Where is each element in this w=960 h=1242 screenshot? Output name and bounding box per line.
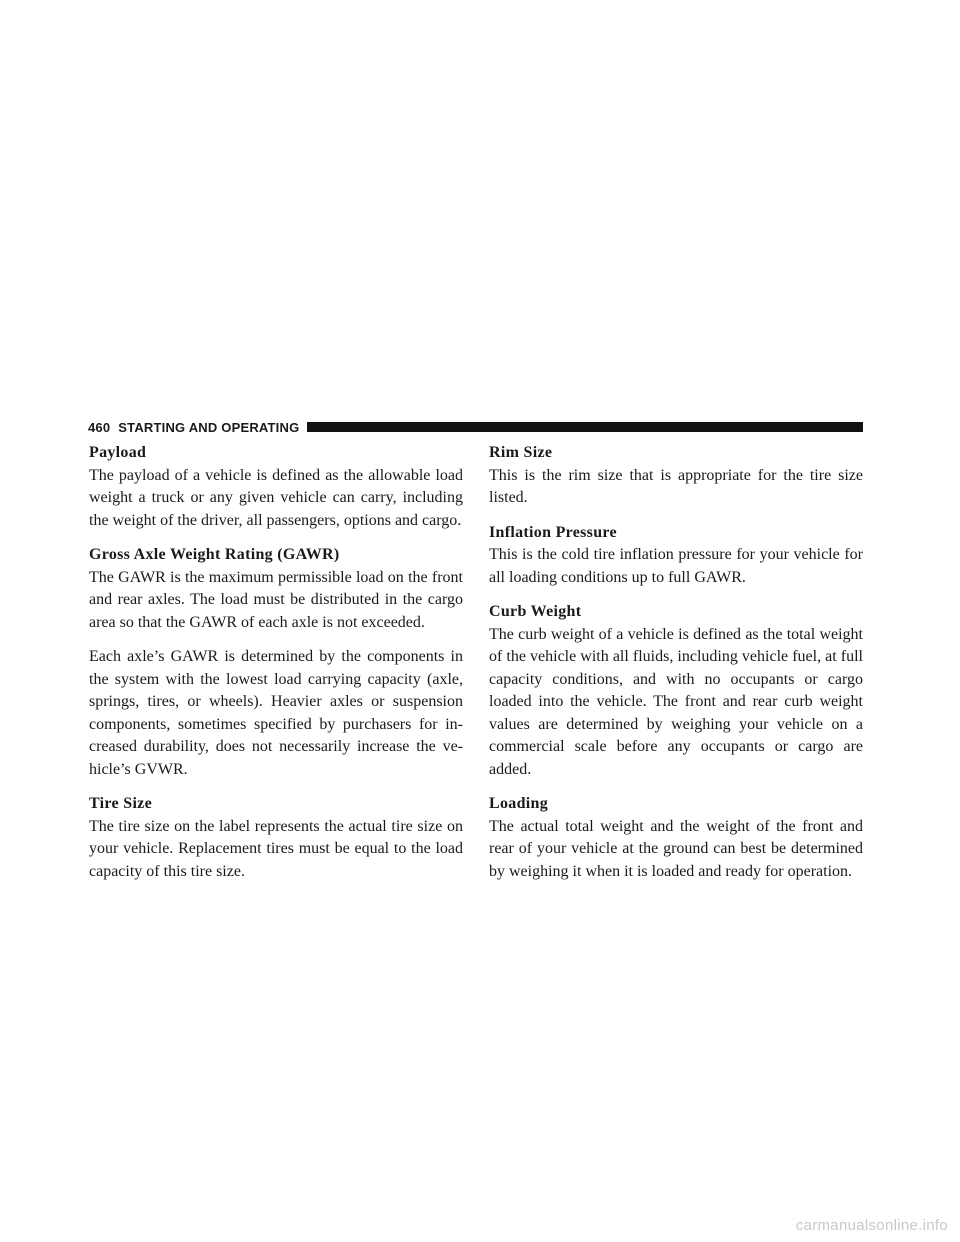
paragraph: The actual total weight and the weight of the front and rear of your vehicle at the ground can best be determined by weighing it when it is loaded and ready for operation. [489,817,863,880]
heading-curb-weight: Curb Weight [489,603,582,620]
heading-tire-size: Tire Size [89,795,152,812]
paragraph: The GAWR is the maximum permissible load on the front and rear axles. The load must be distributed in the cargo area so that the GAWR of each axle is not exceeded. [89,568,463,631]
header-rule [307,422,863,432]
section-gawr [89,544,463,781]
heading-gawr: Gross Axle Weight Rating (GAWR) [89,546,340,563]
heading-loading: Loading [489,795,549,812]
section-title: STARTING AND OPERATING [118,419,300,435]
left-column [89,442,463,895]
heading-payload: Payload [89,444,147,461]
section-payload [89,442,463,532]
section-tire-size [89,793,463,883]
right-column [489,442,863,895]
page-number: 460 [88,419,111,435]
paragraph: This is the cold tire inflation pressure for your vehicle for all loading conditions up to full GAWR. [489,546,863,586]
page-header [88,417,863,437]
section-curb-weight [489,601,863,781]
paragraph: Each axle’s GAWR is determined by the components in the system with the lowest load carrying capacity (axle, springs, tires, or wheels). Heavier axles or suspension components, sometimes specified by purchasers for in-creased durability, does not necessarily increase the ve-hicle’s GVWR. [89,648,463,778]
heading-inflation-pressure: Inflation Pressure [489,523,617,541]
section-loading [489,793,863,883]
paragraph: The payload of a vehicle is defined as the allowable load weight a truck or any given vehicle can carry, including the weight of the driver, all passengers, options and cargo. [89,466,463,529]
paragraph: This is the rim size that is appropriate for the tire size listed. [489,466,863,506]
paragraph: The tire size on the label represents the actual tire size on your vehicle. Replacement tires must be equal to the load capacity of this tire size. [89,817,463,880]
paragraph: The curb weight of a vehicle is defined as the total weight of the vehicle with all fluids, including vehicle fuel, at full capacity conditions, and with no occupants or cargo loaded into the vehicle. The front and rear curb weight values are determined by weighing your vehicle on a commercial scale before any occupants or cargo are added. [489,625,863,778]
section-rim-size [489,442,863,510]
watermark-text: carmanualsonline.info [795,1217,948,1234]
heading-rim-size: Rim Size [489,444,553,461]
section-inflation-pressure [489,522,863,590]
